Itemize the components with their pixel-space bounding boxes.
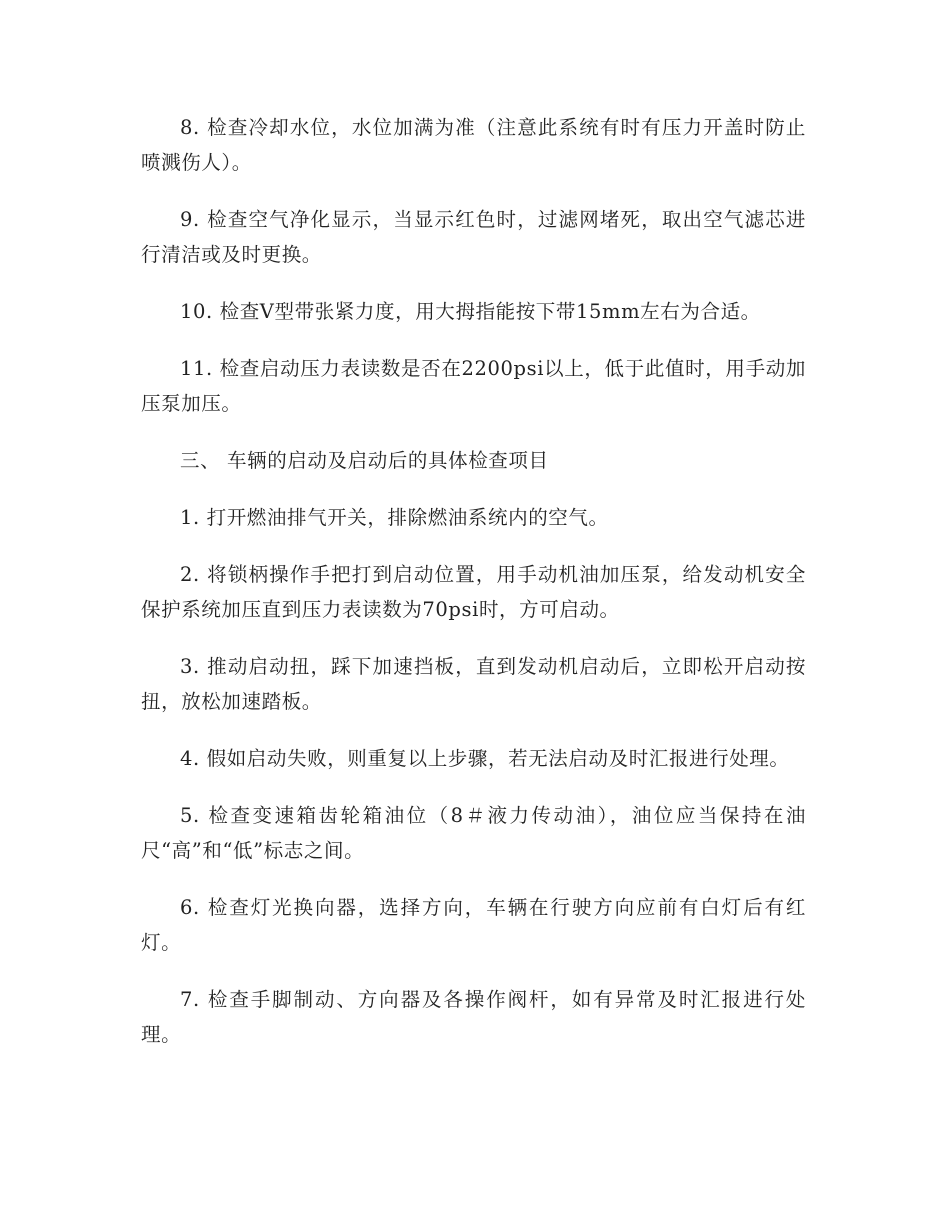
paragraph-step-7: 7. 检查手脚制动、方向器及各操作阀杆，如有异常及时汇报进行处理。 [141,988,806,1046]
paragraph-step-6: 6. 检查灯光换向器，选择方向，车辆在行驶方向应前有白灯后有红灯。 [141,896,806,954]
paragraph-item-9: 9. 检查空气净化显示，当显示红色时，过滤网堵死，取出空气滤芯进行清洁或及时更换。 [141,208,806,266]
paragraph-step-4: 4. 假如启动失败，则重复以上步骤，若无法启动及时汇报进行处理。 [180,747,790,770]
paragraph-item-10: 10. 检查V型带张紧力度，用大拇指能按下带15mm左右为合适。 [180,300,761,323]
paragraph-step-1: 1. 打开燃油排气开关，排除燃油系统内的空气。 [180,506,609,529]
paragraph-step-2: 2. 将锁柄操作手把打到启动位置，用手动机油加压泵，给发动机安全保护系统加压直到压力表读数为70psi时，方可启动。 [141,563,806,621]
section-heading-3: 三、 车辆的启动及启动后的具体检查项目 [180,449,549,472]
paragraph-item-11: 11. 检查启动压力表读数是否在2200psi以上，低于此值时，用手动加压泵加压。 [141,357,806,415]
paragraph-step-3: 3. 推动启动扭，踩下加速挡板，直到发动机启动后，立即松开启动按扭，放松加速踏板。 [141,655,806,713]
document-body [141,110,806,1074]
paragraph-step-5: 5. 检查变速箱齿轮箱油位（8＃液力传动油），油位应当保持在油尺“高”和“低”标志之间。 [141,804,806,862]
paragraph-item-8: 8. 检查冷却水位，水位加满为准（注意此系统有时有压力开盖时防止喷溅伤人）。 [141,116,806,174]
